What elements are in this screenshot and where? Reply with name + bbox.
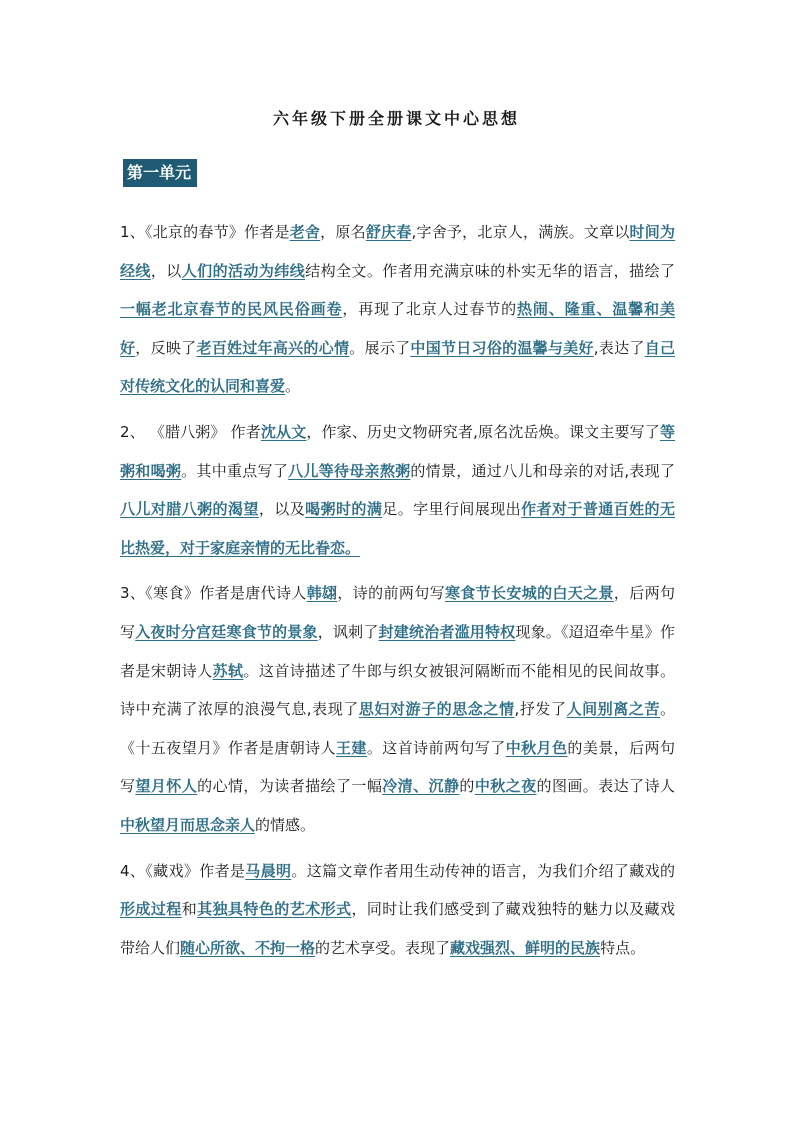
paragraph-text: 的图画。表达了诗人 (536, 777, 675, 796)
paragraph-text: ,字舍予，北京人，满族。文章以 (411, 223, 630, 241)
paragraph-text: 的情感。 (255, 815, 316, 834)
highlighted-key-phrase: 马晨明 (245, 861, 292, 880)
highlighted-key-phrase: 形成过程 (120, 900, 182, 919)
paragraph-text: 和 (181, 900, 198, 919)
highlighted-key-phrase: 韩翃 (306, 584, 338, 603)
highlighted-key-phrase: 中秋之夜 (474, 777, 537, 796)
paragraph-4 (120, 852, 675, 968)
paragraph-text: 。其中重点写了 (181, 461, 289, 480)
highlighted-key-phrase: 封建统治者滥用特权 (378, 622, 516, 641)
highlighted-key-phrase: 八儿对腊八粥的渴望 (120, 500, 259, 519)
highlighted-key-phrase: 入夜时分宫廷寒食节的景象 (135, 622, 318, 641)
highlighted-key-phrase: 等粥和喝粥 (120, 422, 675, 480)
highlighted-key-phrase: 寒食节长安城的白天之景 (444, 584, 614, 603)
paragraph-2 (120, 413, 675, 567)
highlighted-key-phrase: 中秋月色 (505, 738, 568, 757)
highlighted-key-phrase: 藏戏强烈、鲜明的民族 (450, 938, 601, 957)
paragraph-text: ，同时让我们感受到了藏戏独特的魅力以及藏戏带给人们 (120, 900, 675, 957)
highlighted-key-phrase: 八儿等待母亲熬粥 (288, 461, 411, 480)
paragraph-text: 2、 《腊八粥》 作者 (120, 422, 261, 441)
paragraph-text: 1、《北京的春节》作者是 (120, 223, 290, 241)
highlighted-key-phrase: 人间别离之苦 (566, 700, 660, 719)
highlighted-key-phrase: 王建 (335, 738, 367, 757)
paragraph-text: 。这首诗描述了牛郎与织女被银河隔断而不能相见的民间故事。诗中充满了浓厚的浪漫气息,表现了 (120, 661, 675, 719)
highlighted-key-phrase: 中秋望月而思念亲人 (120, 815, 256, 834)
paragraph-text: 。 (285, 377, 301, 396)
paragraph-text: 。这首诗前两句写了 (366, 738, 506, 757)
highlighted-key-phrase: 自己对传统文化的认同和喜爱 (120, 338, 675, 396)
highlighted-key-phrase: 望月怀人 (135, 777, 198, 796)
paragraph-text: ，以及 (258, 500, 306, 519)
paragraph-text: ，诗的前两句写 (337, 584, 445, 603)
paragraph-text: 。这篇文章作者用生动传神的语言，为我们介绍了藏戏的 (291, 861, 675, 880)
paragraph-text: 足。字里行间展现出 (382, 500, 522, 519)
highlighted-key-phrase: 其独具特色的艺术形式 (197, 900, 352, 919)
paragraph-text: ，反映了 (135, 338, 197, 357)
highlighted-key-phrase: 作者对于普通百姓的无比热爱，对于家庭亲情的无比眷恋。 (120, 500, 675, 557)
paragraph-text: 现象。《迢迢牵牛星》作者是宋朝诗人 (120, 622, 675, 680)
highlighted-key-phrase: 沈从文 (260, 422, 307, 441)
paragraph-text: ，以 (150, 261, 182, 280)
paragraph-text: 。展示了 (349, 338, 411, 357)
highlighted-key-phrase: 时间为经线 (120, 223, 675, 280)
paragraph-text: 3、《寒食》作者是唐代诗人 (120, 584, 307, 603)
paragraph-text: 的情景，通过八儿和母亲的对话,表现了 (410, 461, 675, 480)
highlighted-key-phrase: 老舍 (289, 223, 321, 241)
paragraph-text: ，后两句写 (120, 584, 675, 641)
paragraph-text: 的心情，为读者描绘了一幅 (197, 777, 383, 796)
paragraph-text: 。《十五夜望月》作者是唐朝诗人 (120, 700, 675, 757)
paragraph-text: 的艺术享受。表现了 (315, 938, 451, 957)
paragraph-text: ，再现了北京人过春节的 (342, 300, 518, 319)
paragraph-text: ,抒发了 (514, 700, 567, 719)
highlighted-key-phrase: 中国节日习俗的温馨与美好 (410, 338, 594, 357)
paragraph-text: 结构全文。作者用充满京味的朴实无华的语言，描绘了 (305, 261, 675, 280)
paragraph-text: ，原名 (320, 223, 366, 241)
highlighted-key-phrase: 随心所欲、不拘一格 (180, 938, 316, 957)
document-body (120, 213, 675, 974)
paragraph-text: ，讽刺了 (317, 622, 379, 641)
highlighted-key-phrase: 冷清、沉静 (382, 777, 460, 796)
highlighted-key-phrase: 人们的活动为纬线 (181, 261, 306, 280)
highlighted-key-phrase: 苏轼 (212, 661, 244, 680)
paragraph-text: 的 (459, 777, 475, 796)
paragraph-3 (120, 574, 675, 844)
paragraph-text: 特点。 (600, 938, 646, 957)
highlighted-key-phrase: 喝粥时的满 (305, 500, 383, 519)
highlighted-key-phrase: 老百姓过年高兴的心情 (196, 338, 350, 357)
highlighted-key-phrase: 一幅老北京春节的民风民俗画卷 (120, 300, 343, 319)
highlighted-key-phrase: 思妇对游子的思念之情 (358, 700, 515, 719)
paragraph-text: 的美景，后两句写 (120, 738, 675, 796)
paragraph-text: 4、《藏戏》作者是 (120, 861, 246, 880)
highlighted-key-phrase: 热闹、隆重、温馨和美好 (120, 300, 675, 357)
paragraph-text: ,表达了 (593, 338, 645, 357)
page-title: 六年级下册全册课文中心思想 (272, 109, 520, 128)
unit-heading: 第一单元 (123, 159, 197, 187)
paragraph-text: ，作家、历史文物研究者,原名沈岳焕。课文主要写了 (306, 422, 660, 441)
paragraph-1 (120, 213, 675, 406)
highlighted-key-phrase: 舒庆春 (365, 223, 412, 241)
